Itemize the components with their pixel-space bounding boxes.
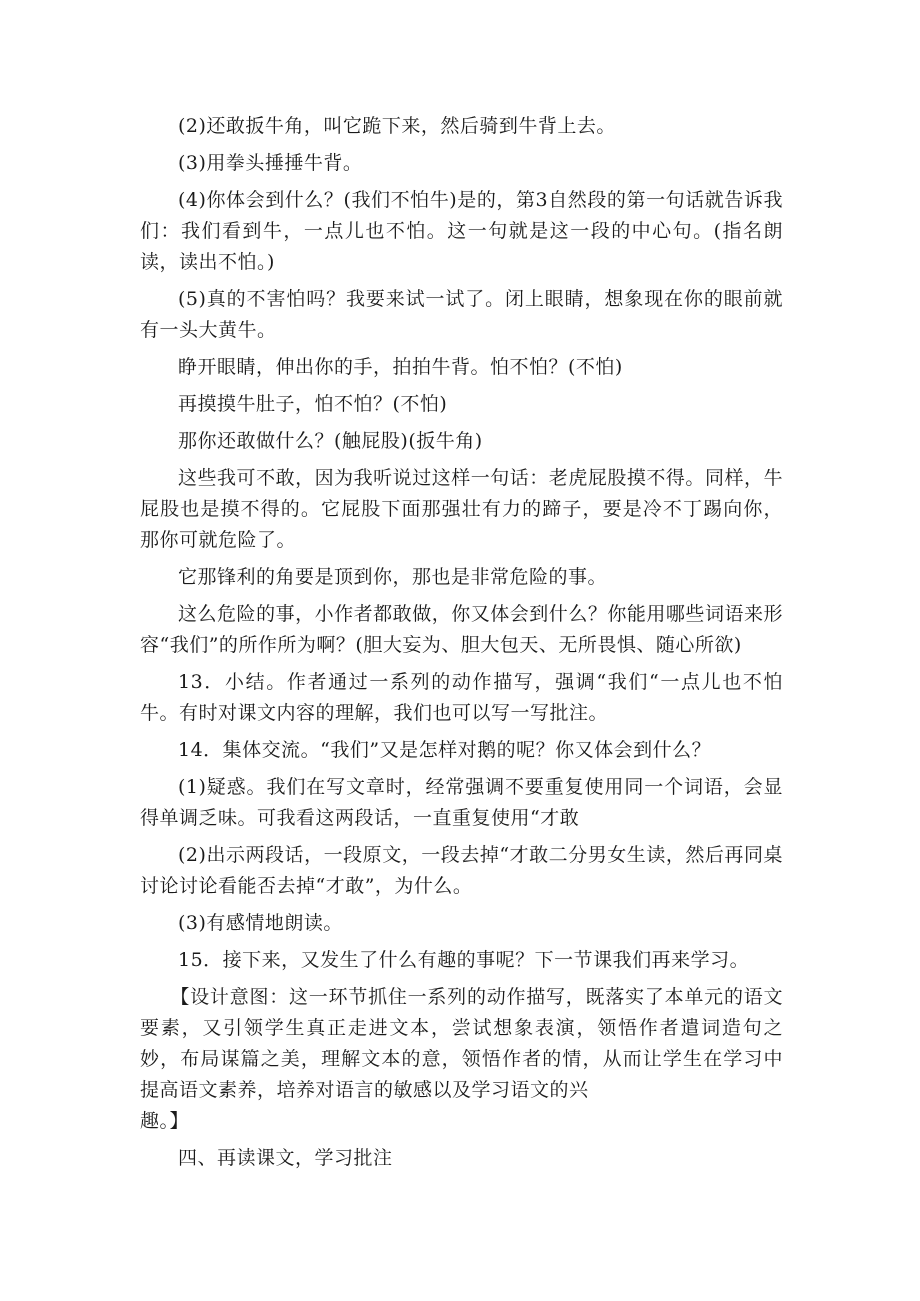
paragraph-3: (4)你体会到什么？(我们不怕牛)是的，第3自然段的第一句话就告诉我们：我们看到牛，一点儿也不怕。这一句就是这一段的中心句。(指名朗读，读出不怕。) (140, 189, 783, 273)
section-heading: 四、再读课文，学习批注 (178, 1147, 393, 1169)
paragraph-11: 13．小结。作者通过一系列的动作描写，强调“我们“一点儿也不怕牛。有时对课文内容的理解，我们也可以写一写批注。 (140, 671, 783, 724)
paragraph-14: (2)出示两段话，一段原文，一段去掉“才敢二分男女生读，然后再同桌讨论讨论看能否去掉“才敢”，为什么。 (140, 844, 783, 897)
paragraph-13: (1)疑惑。我们在写文章时，经常强调不要重复使用同一个词语，会显得单调乏味。可我看这两段话，一直重复使用“才敢 (140, 776, 783, 829)
paragraph-1: (2)还敢扳牛角，叫它跪下来，然后骑到牛背上去。 (178, 115, 616, 137)
document-body (140, 111, 783, 1180)
paragraph-5: 睁开眼睛，伸出你的手，拍拍牛背。怕不怕？(不怕) (178, 356, 623, 378)
paragraph-6: 再摸摸牛肚子，怕不怕？(不怕) (178, 393, 448, 415)
paragraph-9: 它那锋利的角要是顶到你，那也是非常危险的事。 (178, 566, 608, 588)
paragraph-8: 这些我可不敢，因为我听说过这样一句话：老虎屁股摸不得。同样，牛屁股也是摸不得的。它屁股下面那强壮有力的蹄子，要是冷不丁踢向你，那你可就危险了。 (140, 467, 783, 551)
paragraph-16: 15．接下来，又发生了什么有趣的事呢？下一节课我们再来学习。 (178, 949, 750, 971)
design-intent-note: 【设计意图：这一环节抓住一系列的动作描写，既落实了本单元的语文要素，又引领学生真正走进文本，尝试想象表演，领悟作者遣词造句之妙，布局谋篇之美，理解文本的意，领悟作者的情，从而让学生在学习中提高语文素养，培养对语言的敏感以及学习语文的兴 (140, 986, 783, 1101)
paragraph-2: (3)用拳头捶捶牛背。 (178, 152, 363, 174)
paragraph-15: (3)有感情地朗读。 (178, 912, 343, 934)
paragraph-12: 14．集体交流。“我们”又是怎样对鹅的呢？你又体会到什么？ (178, 739, 712, 761)
paragraph-7: 那你还敢做什么？(触屁股)(扳牛角) (178, 430, 483, 452)
paragraph-10: 这么危险的事，小作者都敢做，你又体会到什么？你能用哪些词语来形容“我们”的所作所为啊？(胆大妄为、胆大包天、无所畏惧、随心所欲) (140, 603, 783, 656)
design-intent-note-end: 趣。】 (140, 1110, 190, 1132)
paragraph-4: (5)真的不害怕吗？我要来试一试了。闭上眼睛，想象现在你的眼前就有一头大黄牛。 (140, 288, 783, 341)
